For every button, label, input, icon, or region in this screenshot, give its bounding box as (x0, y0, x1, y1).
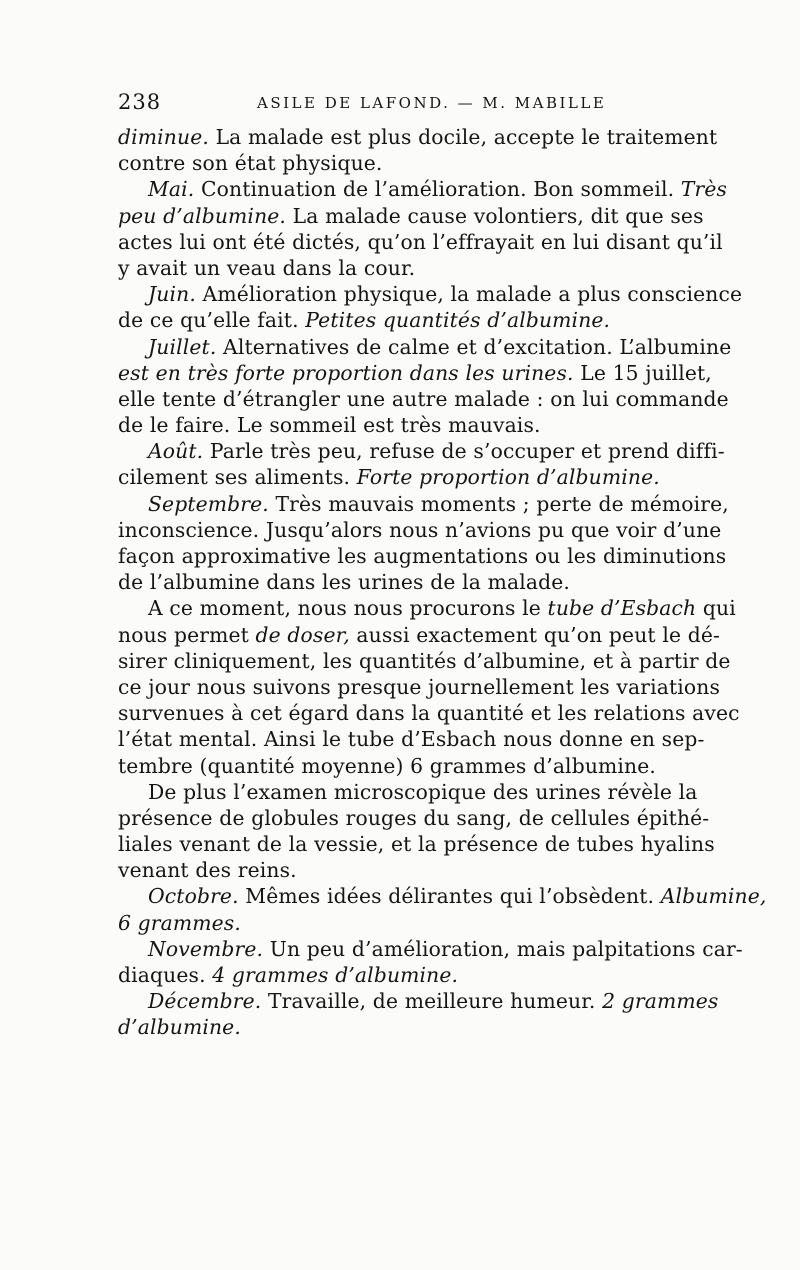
text-span: contre son état physique. (118, 151, 383, 176)
text-span: Un peu d’amélioration, mais palpitations car- (263, 936, 743, 961)
italic-text: Mai. (148, 177, 195, 202)
text-span: l’état mental. Ainsi le tube d’Esbach nous donne en sep- (118, 727, 705, 752)
running-title: ASILE DE LAFOND. — M. MABILLE (257, 94, 607, 112)
text-line (118, 779, 698, 805)
text-span: Parle très peu, refuse de s’occuper et prend diffi- (203, 439, 725, 464)
text-line (118, 517, 722, 543)
text-line (118, 648, 731, 674)
text-span: La malade est plus docile, accepte le traitement (208, 125, 718, 149)
text-line (118, 386, 729, 412)
text-span: Mêmes idées délirantes qui l’obsèdent. (238, 884, 661, 909)
text-line (118, 255, 678, 281)
text-span: actes lui ont été dictés, qu’on l’effrayait en lui disant qu’il (118, 229, 723, 254)
italic-text: Forte proportion d’albumine. (356, 465, 660, 490)
text-span: elle tente d’étrangler une autre malade : on lui commande (118, 386, 729, 411)
text-line (118, 203, 704, 229)
text-line (118, 150, 678, 176)
italic-text: Octobre. (148, 884, 239, 909)
italic-text: de doser, (255, 622, 350, 647)
text-span: Travaille, de meilleure humeur. (261, 989, 603, 1014)
text-line (118, 883, 767, 909)
page-number: 238 (118, 90, 162, 114)
text-line (118, 622, 720, 648)
text-line (118, 281, 743, 307)
italic-text: Très (680, 177, 728, 202)
italic-text: Petites quantités d’albumine. (305, 308, 611, 333)
text-span: La malade cause volontiers, dit que ses (286, 203, 704, 228)
italic-text: est en très forte proportion dans les urines. (118, 360, 574, 385)
text-span: aussi exactement qu’on peut le dé- (349, 622, 720, 647)
text-span: liales venant de la vessie, et la présence de tubes hyalins (118, 832, 715, 857)
text-span: cilement ses aliments. (118, 465, 357, 490)
text-span: diaques. (118, 963, 213, 987)
text-span: de l’albumine dans les urines de la malade. (118, 570, 570, 595)
text-span: Alternatives de calme et d’excitation. L’albumine (216, 334, 732, 359)
text-span: nous permet (118, 622, 256, 647)
text-line (118, 491, 729, 517)
text-line (118, 412, 678, 438)
text-line (118, 910, 678, 936)
italic-text: peu d’albumine. (118, 203, 287, 228)
text-span: qui (696, 596, 736, 621)
text-span: survenues à cet égard dans la quantité et les relations avec (118, 701, 740, 726)
text-span: ce jour nous suivons presque journellement les variations (118, 674, 721, 699)
text-line (118, 543, 727, 569)
italic-text: Juillet. (148, 334, 217, 359)
text-span: venant des reins. (118, 858, 297, 883)
text-line (118, 464, 678, 490)
italic-text: 2 grammes (602, 989, 719, 1014)
italic-text: d’albumine. (118, 1015, 241, 1040)
text-line (118, 857, 678, 883)
italic-text: Décembre. (148, 989, 262, 1014)
italic-text: Septembre. (148, 491, 269, 516)
text-span: façon approximative les augmentations ou les diminutions (118, 544, 727, 568)
text-line (118, 360, 712, 386)
italic-text: Albumine, (660, 884, 767, 909)
text-line (118, 805, 710, 831)
text-line (118, 988, 719, 1014)
text-span: Amélioration physique, la malade a plus conscience (195, 282, 743, 307)
italic-text: 4 grammes d’albumine. (212, 963, 459, 987)
text-line (118, 936, 743, 962)
text-line (118, 124, 718, 150)
italic-text: Août. (148, 439, 204, 464)
text-span: A ce moment, nous nous procurons le (148, 596, 548, 621)
running-head (118, 90, 678, 116)
text-line (118, 334, 732, 360)
text-line (118, 962, 678, 988)
text-span: inconscience. Jusqu’alors nous n’avions pu que voir d’une (118, 517, 722, 542)
text-span: Le 15 juillet, (573, 360, 712, 385)
text-span: de ce qu’elle fait. (118, 308, 306, 333)
italic-text: tube d’Esbach (547, 596, 697, 621)
text-line (118, 831, 715, 857)
italic-text: diminue. (118, 125, 209, 149)
text-span: De plus l’examen microscopique des urines révèle la (148, 779, 698, 804)
text-span: sirer cliniquement, les quantités d’albumine, et à partir de (118, 648, 731, 673)
italic-text: Juin. (148, 282, 196, 307)
text-line (118, 753, 678, 779)
italic-text: 6 grammes. (118, 910, 241, 935)
text-line (118, 569, 678, 595)
text-line (118, 726, 705, 752)
text-span: Très mauvais moments ; perte de mémoire, (268, 491, 729, 516)
text-line (118, 176, 728, 202)
text-span: y avait un veau dans la cour. (118, 255, 416, 280)
text-line (118, 307, 678, 333)
text-line (118, 1014, 678, 1040)
text-line (118, 674, 721, 700)
body-text (118, 124, 767, 1041)
text-line (118, 229, 723, 255)
text-line (118, 700, 740, 726)
text-line (118, 595, 736, 621)
text-span: présence de globules rouges du sang, de cellules épithé- (118, 805, 710, 830)
text-span: tembre (quantité moyenne) 6 grammes d’albumine. (118, 753, 657, 778)
text-line (118, 438, 725, 464)
italic-text: Novembre. (148, 936, 264, 961)
text-span: de le faire. Le sommeil est très mauvais. (118, 413, 541, 438)
text-span: Continuation de l’amélioration. Bon sommeil. (194, 177, 681, 202)
